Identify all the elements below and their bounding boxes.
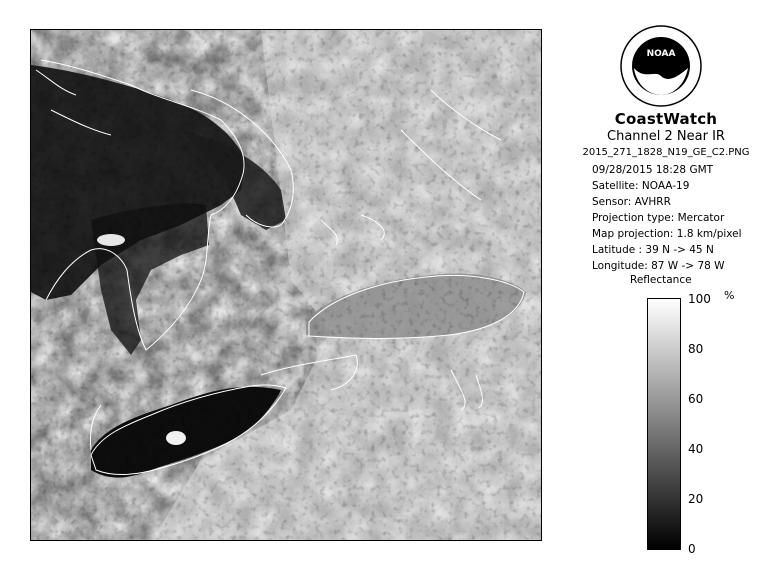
map-projection-label: Map projection: 1.8 km/pixel	[592, 228, 742, 240]
scale-title: Reflectance	[630, 274, 692, 286]
sensor-label: Sensor: AVHRR	[592, 196, 671, 208]
noaa-logo-icon	[619, 24, 703, 108]
tick-label: 100	[688, 292, 711, 306]
latitude-label: Latitude : 39 N -> 45 N	[592, 244, 714, 256]
map-image	[31, 30, 542, 541]
projection-label: Projection type: Mercator	[592, 212, 725, 224]
channel-label: Channel 2 Near IR	[607, 129, 725, 144]
satellite-label: Satellite: NOAA-19	[592, 180, 690, 192]
datetime-label: 09/28/2015 18:28 GMT	[592, 164, 714, 176]
brand-title: CoastWatch	[614, 110, 718, 128]
noaa-logo-text: NOAA	[646, 49, 676, 59]
scale-unit: %	[724, 289, 735, 302]
longitude-label: Longitude: 87 W -> 78 W	[592, 260, 725, 272]
tick-label: 20	[688, 492, 704, 506]
tick-label: 40	[688, 442, 704, 456]
colorbar-ticks	[680, 292, 750, 556]
tick-label: 80	[688, 342, 704, 356]
tick-label: 0	[688, 542, 696, 556]
tick-label: 60	[688, 392, 704, 406]
filename-label: 2015_271_1828_N19_GE_C2.PNG	[582, 147, 750, 158]
satellite-map	[30, 29, 542, 541]
reflectance-colorbar	[647, 298, 681, 550]
